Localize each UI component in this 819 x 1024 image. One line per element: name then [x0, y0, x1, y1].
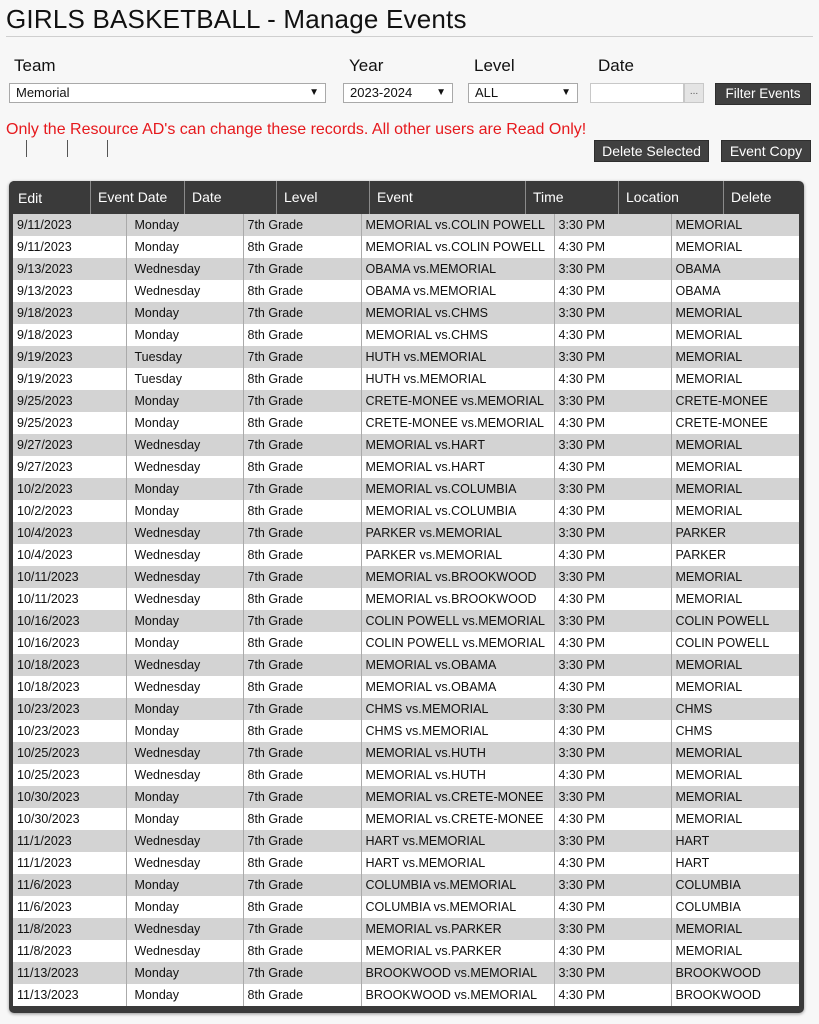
cell-date: 11/1/2023 — [13, 830, 126, 852]
cell-time: 3:30 PM — [554, 830, 671, 852]
table-row[interactable] — [13, 368, 799, 390]
cell-day: Wednesday — [126, 830, 243, 852]
col-header-delete[interactable]: Delete — [723, 181, 799, 214]
table-row[interactable] — [13, 280, 799, 302]
cell-day: Wednesday — [126, 764, 243, 786]
cell-day: Monday — [126, 500, 243, 522]
table-row[interactable] — [13, 500, 799, 522]
cell-date: 10/30/2023 — [13, 786, 126, 808]
cell-date: 10/30/2023 — [13, 808, 126, 830]
cell-event: MEMORIAL vs.OBAMA — [361, 676, 554, 698]
cell-time: 4:30 PM — [554, 632, 671, 654]
cell-time: 3:30 PM — [554, 654, 671, 676]
cell-level: 7th Grade — [243, 478, 361, 500]
cell-location: HART — [671, 852, 799, 874]
cell-level: 7th Grade — [243, 302, 361, 324]
cell-level: 7th Grade — [243, 346, 361, 368]
cell-date: 10/18/2023 — [13, 676, 126, 698]
table-row[interactable] — [13, 390, 799, 412]
cell-day: Monday — [126, 632, 243, 654]
cell-level: 8th Grade — [243, 720, 361, 742]
cell-event: MEMORIAL vs.HUTH — [361, 764, 554, 786]
cell-day: Monday — [126, 236, 243, 258]
cell-location: MEMORIAL — [671, 940, 799, 962]
cell-day: Monday — [126, 786, 243, 808]
cell-day: Monday — [126, 698, 243, 720]
chevron-down-icon: ▼ — [561, 87, 571, 98]
table-row[interactable] — [13, 610, 799, 632]
cell-location: COLUMBIA — [671, 874, 799, 896]
cell-date: 10/25/2023 — [13, 764, 126, 786]
cell-event: MEMORIAL vs.CRETE-MONEE — [361, 808, 554, 830]
read-only-warning: Only the Resource AD's can change these records. All other users are Read Only! — [6, 121, 587, 138]
cell-event: COLIN POWELL vs.MEMORIAL — [361, 632, 554, 654]
cell-time: 3:30 PM — [554, 434, 671, 456]
cell-time: 3:30 PM — [554, 698, 671, 720]
cell-location: CRETE-MONEE — [671, 390, 799, 412]
cell-location: COLUMBIA — [671, 896, 799, 918]
events-table — [9, 181, 804, 1013]
team-select[interactable] — [9, 83, 326, 103]
cell-time: 3:30 PM — [554, 346, 671, 368]
cell-day: Monday — [126, 390, 243, 412]
cell-event: MEMORIAL vs.COLUMBIA — [361, 500, 554, 522]
cell-level: 7th Grade — [243, 742, 361, 764]
event-copy-button[interactable]: Event Copy — [721, 140, 811, 162]
cell-time: 4:30 PM — [554, 940, 671, 962]
cell-event: MEMORIAL vs.BROOKWOOD — [361, 566, 554, 588]
table-row[interactable] — [13, 742, 799, 764]
cell-time: 3:30 PM — [554, 962, 671, 984]
cell-location: MEMORIAL — [671, 236, 799, 258]
cell-location: MEMORIAL — [671, 302, 799, 324]
cell-level: 8th Grade — [243, 896, 361, 918]
cell-date: 9/18/2023 — [13, 302, 126, 324]
cell-event: HUTH vs.MEMORIAL — [361, 346, 554, 368]
cell-location: MEMORIAL — [671, 742, 799, 764]
cell-time: 4:30 PM — [554, 456, 671, 478]
cell-location: BROOKWOOD — [671, 962, 799, 984]
table-row[interactable] — [13, 544, 799, 566]
cell-event: CHMS vs.MEMORIAL — [361, 698, 554, 720]
cell-event: HART vs.MEMORIAL — [361, 830, 554, 852]
cell-level: 8th Grade — [243, 764, 361, 786]
cell-day: Monday — [126, 324, 243, 346]
cell-time: 4:30 PM — [554, 852, 671, 874]
cell-location: CHMS — [671, 698, 799, 720]
table-row[interactable] — [13, 984, 799, 1006]
cell-event: MEMORIAL vs.CHMS — [361, 302, 554, 324]
cell-date: 10/18/2023 — [13, 654, 126, 676]
cell-level: 7th Grade — [243, 258, 361, 280]
cell-level: 8th Grade — [243, 808, 361, 830]
cell-event: PARKER vs.MEMORIAL — [361, 544, 554, 566]
cell-event: HART vs.MEMORIAL — [361, 852, 554, 874]
cell-location: MEMORIAL — [671, 654, 799, 676]
cell-day: Wednesday — [126, 544, 243, 566]
table-row[interactable] — [13, 346, 799, 368]
cell-time: 4:30 PM — [554, 412, 671, 434]
cell-level: 8th Grade — [243, 632, 361, 654]
cell-day: Wednesday — [126, 654, 243, 676]
cell-date: 10/2/2023 — [13, 500, 126, 522]
cell-time: 3:30 PM — [554, 786, 671, 808]
cell-time: 4:30 PM — [554, 896, 671, 918]
cell-day: Wednesday — [126, 588, 243, 610]
cell-location: BROOKWOOD — [671, 984, 799, 1006]
cell-level: 8th Grade — [243, 940, 361, 962]
year-select[interactable] — [343, 83, 453, 103]
cell-location: MEMORIAL — [671, 588, 799, 610]
cell-date: 9/25/2023 — [13, 390, 126, 412]
table-row[interactable] — [13, 236, 799, 258]
cell-location: HART — [671, 830, 799, 852]
cell-date: 9/19/2023 — [13, 368, 126, 390]
cell-level: 8th Grade — [243, 500, 361, 522]
cell-level: 7th Grade — [243, 786, 361, 808]
cell-day: Wednesday — [126, 940, 243, 962]
team-select-value: Memorial — [16, 85, 70, 100]
cell-location: OBAMA — [671, 280, 799, 302]
cell-date: 11/13/2023 — [13, 962, 126, 984]
cell-level: 7th Grade — [243, 874, 361, 896]
cell-day: Wednesday — [126, 676, 243, 698]
cell-time: 3:30 PM — [554, 258, 671, 280]
cell-event: CRETE-MONEE vs.MEMORIAL — [361, 412, 554, 434]
table-row[interactable] — [13, 632, 799, 654]
cell-event: MEMORIAL vs.OBAMA — [361, 654, 554, 676]
cell-location: PARKER — [671, 522, 799, 544]
cell-time: 3:30 PM — [554, 742, 671, 764]
year-select-value: 2023-2024 — [350, 85, 413, 100]
date-picker-button[interactable]: ... — [684, 83, 704, 103]
level-select[interactable] — [468, 83, 578, 103]
table-row[interactable] — [13, 808, 799, 830]
cell-location: MEMORIAL — [671, 368, 799, 390]
cell-location: MEMORIAL — [671, 478, 799, 500]
cell-date: 9/27/2023 — [13, 434, 126, 456]
cell-date: 10/11/2023 — [13, 588, 126, 610]
cell-time: 4:30 PM — [554, 500, 671, 522]
cell-date: 10/11/2023 — [13, 566, 126, 588]
cell-event: PARKER vs.MEMORIAL — [361, 522, 554, 544]
cell-time: 4:30 PM — [554, 676, 671, 698]
cell-date: 10/4/2023 — [13, 522, 126, 544]
table-row[interactable] — [13, 654, 799, 676]
year-label: Year — [349, 56, 384, 75]
cell-day: Monday — [126, 610, 243, 632]
cell-day: Monday — [126, 478, 243, 500]
cell-day: Wednesday — [126, 456, 243, 478]
cell-level: 7th Grade — [243, 434, 361, 456]
cell-day: Monday — [126, 808, 243, 830]
cell-level: 8th Grade — [243, 852, 361, 874]
cell-location: COLIN POWELL — [671, 632, 799, 654]
cell-level: 8th Grade — [243, 588, 361, 610]
cell-event: OBAMA vs.MEMORIAL — [361, 280, 554, 302]
cell-time: 4:30 PM — [554, 324, 671, 346]
cell-level: 7th Grade — [243, 830, 361, 852]
table-row[interactable] — [13, 720, 799, 742]
cell-time: 3:30 PM — [554, 478, 671, 500]
date-label: Date — [598, 56, 634, 75]
cell-time: 4:30 PM — [554, 236, 671, 258]
cell-level: 8th Grade — [243, 368, 361, 390]
cell-day: Monday — [126, 874, 243, 896]
cell-location: CHMS — [671, 720, 799, 742]
cell-time: 3:30 PM — [554, 302, 671, 324]
cell-time: 4:30 PM — [554, 588, 671, 610]
table-row[interactable] — [13, 258, 799, 280]
col-header-time[interactable]: Time — [525, 181, 618, 214]
chevron-down-icon: ▼ — [309, 87, 319, 98]
cell-level: 7th Grade — [243, 390, 361, 412]
cell-date: 10/23/2023 — [13, 720, 126, 742]
cell-day: Tuesday — [126, 346, 243, 368]
cell-time: 3:30 PM — [554, 522, 671, 544]
delete-selected-button[interactable]: Delete Selected — [594, 140, 709, 162]
cell-event: MEMORIAL vs.CRETE-MONEE — [361, 786, 554, 808]
table-row[interactable] — [13, 940, 799, 962]
level-select-value: ALL — [475, 85, 499, 100]
cell-date: 9/11/2023 — [13, 236, 126, 258]
cell-event: COLUMBIA vs.MEMORIAL — [361, 874, 554, 896]
cell-location: MEMORIAL — [671, 500, 799, 522]
cell-day: Monday — [126, 214, 243, 236]
cell-level: 7th Grade — [243, 698, 361, 720]
cell-time: 4:30 PM — [554, 368, 671, 390]
cell-date: 10/4/2023 — [13, 544, 126, 566]
cell-day: Monday — [126, 984, 243, 1006]
cell-day: Wednesday — [126, 434, 243, 456]
cell-event: CHMS vs.MEMORIAL — [361, 720, 554, 742]
divider-tick — [67, 140, 68, 157]
cell-date: 11/8/2023 — [13, 918, 126, 940]
cell-date: 9/27/2023 — [13, 456, 126, 478]
table-row[interactable] — [13, 302, 799, 324]
cell-date: 11/8/2023 — [13, 940, 126, 962]
cell-level: 8th Grade — [243, 236, 361, 258]
cell-day: Wednesday — [126, 742, 243, 764]
cell-level: 7th Grade — [243, 214, 361, 236]
date-input[interactable] — [590, 83, 684, 103]
cell-day: Wednesday — [126, 522, 243, 544]
cell-time: 4:30 PM — [554, 720, 671, 742]
cell-day: Monday — [126, 302, 243, 324]
col-header-event-date[interactable]: Event Date — [90, 181, 184, 214]
cell-location: MEMORIAL — [671, 764, 799, 786]
cell-location: MEMORIAL — [671, 676, 799, 698]
cell-date: 9/11/2023 — [13, 214, 126, 236]
cell-event: MEMORIAL vs.HART — [361, 434, 554, 456]
cell-event: MEMORIAL vs.HUTH — [361, 742, 554, 764]
table-row[interactable] — [13, 412, 799, 434]
cell-time: 3:30 PM — [554, 874, 671, 896]
cell-event: CRETE-MONEE vs.MEMORIAL — [361, 390, 554, 412]
cell-level: 8th Grade — [243, 280, 361, 302]
cell-location: MEMORIAL — [671, 434, 799, 456]
cell-time: 3:30 PM — [554, 214, 671, 236]
cell-date: 9/25/2023 — [13, 412, 126, 434]
cell-location: COLIN POWELL — [671, 610, 799, 632]
table-row[interactable] — [13, 588, 799, 610]
cell-location: MEMORIAL — [671, 324, 799, 346]
cell-date: 10/16/2023 — [13, 610, 126, 632]
cell-day: Monday — [126, 896, 243, 918]
cell-date: 10/23/2023 — [13, 698, 126, 720]
cell-day: Monday — [126, 962, 243, 984]
cell-location: CRETE-MONEE — [671, 412, 799, 434]
table-row[interactable] — [13, 214, 799, 236]
cell-date: 9/18/2023 — [13, 324, 126, 346]
cell-time: 3:30 PM — [554, 390, 671, 412]
cell-time: 4:30 PM — [554, 280, 671, 302]
cell-day: Wednesday — [126, 258, 243, 280]
cell-date: 11/6/2023 — [13, 896, 126, 918]
divider-tick — [107, 140, 108, 157]
cell-level: 8th Grade — [243, 984, 361, 1006]
cell-day: Monday — [126, 412, 243, 434]
cell-date: 11/13/2023 — [13, 984, 126, 1006]
cell-event: MEMORIAL vs.BROOKWOOD — [361, 588, 554, 610]
cell-event: HUTH vs.MEMORIAL — [361, 368, 554, 390]
cell-level: 7th Grade — [243, 654, 361, 676]
cell-level: 7th Grade — [243, 610, 361, 632]
title-divider — [6, 36, 813, 37]
table-row[interactable] — [13, 918, 799, 940]
cell-time: 4:30 PM — [554, 984, 671, 1006]
table-row[interactable] — [13, 478, 799, 500]
cell-date: 10/2/2023 — [13, 478, 126, 500]
cell-event: MEMORIAL vs.PARKER — [361, 918, 554, 940]
team-label: Team — [14, 56, 56, 75]
cell-time: 4:30 PM — [554, 808, 671, 830]
table-header-row — [13, 181, 799, 214]
cell-location: MEMORIAL — [671, 786, 799, 808]
cell-event: MEMORIAL vs.HART — [361, 456, 554, 478]
cell-level: 8th Grade — [243, 324, 361, 346]
cell-location: MEMORIAL — [671, 346, 799, 368]
col-header-edit[interactable]: Edit — [18, 189, 43, 206]
cell-time: 3:30 PM — [554, 610, 671, 632]
cell-event: BROOKWOOD vs.MEMORIAL — [361, 962, 554, 984]
cell-date: 9/13/2023 — [13, 258, 126, 280]
chevron-down-icon: ▼ — [436, 87, 446, 98]
cell-day: Monday — [126, 720, 243, 742]
cell-level: 7th Grade — [243, 566, 361, 588]
level-label: Level — [474, 56, 515, 75]
cell-level: 8th Grade — [243, 456, 361, 478]
filter-events-button[interactable]: Filter Events — [715, 83, 811, 105]
cell-time: 4:30 PM — [554, 544, 671, 566]
table-row[interactable] — [13, 896, 799, 918]
cell-day: Wednesday — [126, 852, 243, 874]
cell-level: 8th Grade — [243, 676, 361, 698]
table-row[interactable] — [13, 764, 799, 786]
cell-event: MEMORIAL vs.PARKER — [361, 940, 554, 962]
cell-day: Wednesday — [126, 280, 243, 302]
table-row[interactable] — [13, 566, 799, 588]
col-header-date[interactable]: Date — [184, 181, 276, 214]
cell-location: OBAMA — [671, 258, 799, 280]
cell-level: 7th Grade — [243, 962, 361, 984]
cell-event: BROOKWOOD vs.MEMORIAL — [361, 984, 554, 1006]
cell-date: 11/6/2023 — [13, 874, 126, 896]
cell-event: MEMORIAL vs.COLIN POWELL — [361, 214, 554, 236]
table-row[interactable] — [13, 522, 799, 544]
cell-location: PARKER — [671, 544, 799, 566]
cell-day: Wednesday — [126, 918, 243, 940]
cell-location: MEMORIAL — [671, 808, 799, 830]
cell-event: MEMORIAL vs.COLIN POWELL — [361, 236, 554, 258]
divider-tick — [26, 140, 27, 157]
cell-location: MEMORIAL — [671, 214, 799, 236]
page-title: GIRLS BASKETBALL - Manage Events — [6, 4, 467, 34]
cell-location: MEMORIAL — [671, 566, 799, 588]
col-header-event[interactable]: Event — [369, 181, 525, 214]
cell-event: MEMORIAL vs.COLUMBIA — [361, 478, 554, 500]
cell-time: 3:30 PM — [554, 918, 671, 940]
cell-event: OBAMA vs.MEMORIAL — [361, 258, 554, 280]
cell-date: 10/25/2023 — [13, 742, 126, 764]
cell-event: COLUMBIA vs.MEMORIAL — [361, 896, 554, 918]
table-row[interactable] — [13, 830, 799, 852]
cell-event: MEMORIAL vs.CHMS — [361, 324, 554, 346]
cell-time: 3:30 PM — [554, 566, 671, 588]
cell-level: 8th Grade — [243, 412, 361, 434]
col-header-level[interactable]: Level — [276, 181, 369, 214]
table-row[interactable] — [13, 786, 799, 808]
cell-date: 10/16/2023 — [13, 632, 126, 654]
cell-event: COLIN POWELL vs.MEMORIAL — [361, 610, 554, 632]
table-row[interactable] — [13, 874, 799, 896]
table-row[interactable] — [13, 962, 799, 984]
cell-date: 11/1/2023 — [13, 852, 126, 874]
cell-day: Tuesday — [126, 368, 243, 390]
table-row[interactable] — [13, 852, 799, 874]
cell-date: 9/19/2023 — [13, 346, 126, 368]
table-row[interactable] — [13, 434, 799, 456]
cell-level: 8th Grade — [243, 544, 361, 566]
cell-location: MEMORIAL — [671, 456, 799, 478]
cell-date: 9/13/2023 — [13, 280, 126, 302]
table-row[interactable] — [13, 324, 799, 346]
cell-day: Wednesday — [126, 566, 243, 588]
cell-location: MEMORIAL — [671, 918, 799, 940]
cell-level: 7th Grade — [243, 918, 361, 940]
table-row[interactable] — [13, 698, 799, 720]
cell-time: 4:30 PM — [554, 764, 671, 786]
col-header-location[interactable]: Location — [618, 181, 723, 214]
table-row[interactable] — [13, 456, 799, 478]
cell-level: 7th Grade — [243, 522, 361, 544]
table-body — [13, 214, 799, 1006]
table-row[interactable] — [13, 676, 799, 698]
